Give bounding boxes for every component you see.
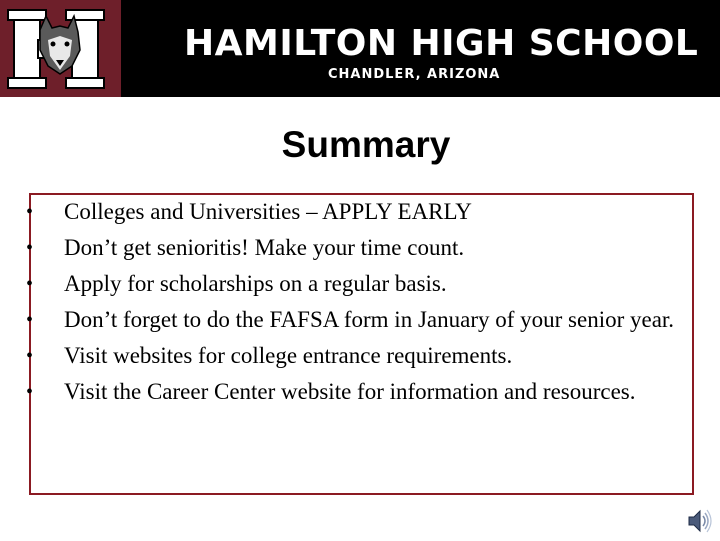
speaker-icon-graphic — [685, 506, 715, 536]
list-item — [0, 376, 680, 408]
bullet-icon: • — [26, 309, 34, 331]
bullet-text: Visit the Career Center website for information and resources. — [64, 379, 636, 404]
bullet-text: Don’t forget to do the FAFSA form in January of your senior year. — [64, 307, 675, 332]
husky-mascot-icon — [0, 0, 121, 97]
header-banner — [0, 0, 720, 97]
school-location: CHANDLER, ARIZONA — [328, 67, 501, 82]
slide-title: Summary — [281, 124, 451, 165]
bullet-icon: • — [26, 273, 34, 295]
school-logo — [0, 0, 121, 97]
bullet-text: Colleges and Universities – APPLY EARLY — [64, 199, 472, 224]
list-item — [0, 232, 680, 264]
list-item — [0, 340, 680, 372]
school-name: HAMILTON HIGH SCHOOL — [184, 23, 699, 64]
list-item — [0, 268, 680, 300]
bullet-icon: • — [26, 237, 34, 259]
bullet-icon: • — [26, 345, 34, 367]
bullet-icon: • — [26, 201, 34, 223]
bullet-icon: • — [26, 381, 34, 403]
bullet-text: Visit websites for college entrance requirements. — [64, 343, 513, 368]
speaker-icon[interactable] — [685, 506, 715, 536]
list-item — [0, 304, 680, 336]
bullet-text: Don’t get senioritis! Make your time count. — [64, 235, 465, 260]
bullet-list — [0, 196, 680, 412]
bullet-text: Apply for scholarships on a regular basis. — [64, 271, 447, 296]
list-item — [0, 196, 680, 228]
